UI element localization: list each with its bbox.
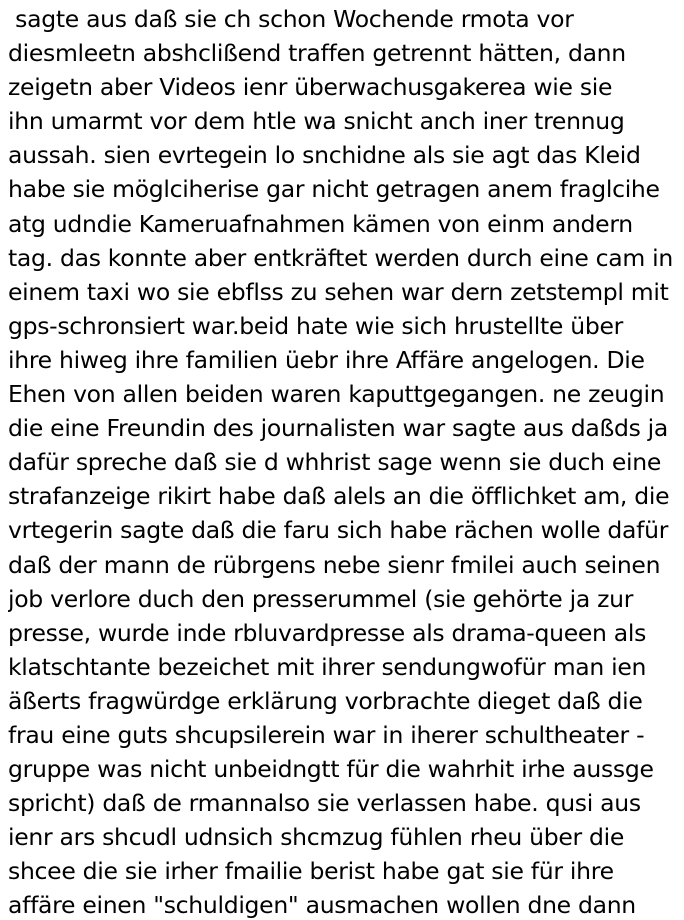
text-line-24: spricht) daß de rmannalso sie verlassen habe. qusi aus: [8, 789, 641, 818]
text-line-26: shcee die sie irher fmailie berist habe gat sie für ihre: [8, 857, 614, 886]
text-line-14: dafür spreche daß sie d whhrist sage wenn sie duch eine: [8, 448, 661, 477]
text-line-16: vrtegerin sagte daß die faru sich habe rächen wolle dafür: [8, 516, 669, 545]
text-line-7: atg udndie Kameruafnahmen kämen von einm andern: [8, 209, 633, 238]
text-line-27: affäre einen "schuldigen" ausmachen wollen dne dann: [8, 891, 636, 920]
text-line-18: job verlore duch den presserummel (sie gehörte ja zur: [8, 584, 634, 613]
text-line-21: äßerts fragwürdge erklärung vorbrachte dieget daß die: [8, 686, 643, 715]
text-line-25: ienr ars shcudl udnsich shcmzug fühlen rheu über die: [8, 823, 625, 852]
text-line-3: zeigetn aber Videos ienr überwachusgakerea wie sie: [8, 73, 613, 102]
text-line-19: presse, wurde inde rbluvardpresse als drama-queen als: [8, 618, 647, 647]
text-line-5: aussah. sien evrtegein lo snchidne als sie agt das Kleid: [8, 141, 641, 170]
text-line-2: diesmleetn abshclißend traffen getrennt hätten, dann: [8, 39, 626, 68]
text-line-1: sagte aus daß sie ch schon Wochende rmota vor: [8, 5, 574, 33]
text-line-6: habe sie möglciherise gar nicht getragen anem fraglcihe: [8, 175, 660, 204]
text-line-11: ihre hiweg ihre familien üebr ihre Affäre angelogen. Die: [8, 345, 645, 374]
text-line-8: tag. das konnte aber entkräftet werden durch eine cam in: [8, 243, 673, 272]
text-line-17: daß der mann de rübrgens nebe sienr fmilei auch seinen: [8, 550, 661, 579]
text-line-20: klatschtante bezeichet mit ihrer sendungwofür man ien: [8, 652, 647, 681]
text-line-12: Ehen von allen beiden waren kaputtgegangen. ne zeugin: [8, 380, 665, 409]
text-line-22: frau eine guts shcupsilerein war in iherer schultheater -: [8, 720, 645, 749]
text-line-10: gps-schronsiert war.beid hate wie sich hrustellte über: [8, 311, 623, 340]
text-line-4: ihn umarmt vor dem htle wa snicht anch iner trennug: [8, 107, 625, 136]
text-line-9: einem taxi wo sie ebflss zu sehen war dern zetstempl mit: [8, 277, 669, 306]
text-line-23: gruppe was nicht unbeidngtt für die wahrhit irhe aussge: [8, 755, 654, 784]
text-line-13: die eine Freundin des journalisten war sagte aus daßds ja: [8, 414, 669, 443]
text-line-15: strafanzeige rikirt habe daß alels an die öfflichket am, die: [8, 482, 670, 511]
